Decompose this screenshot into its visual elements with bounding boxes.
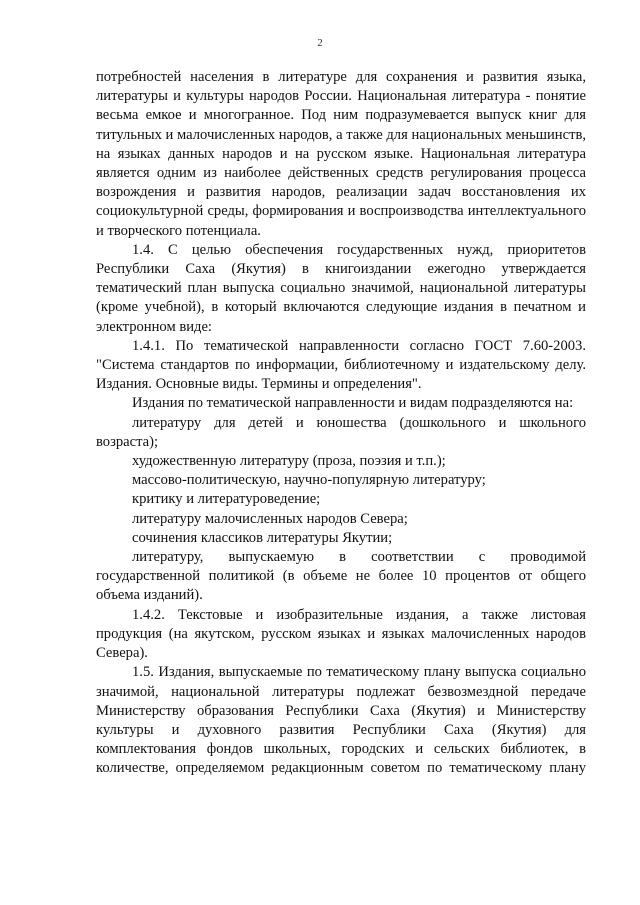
paragraph-1-5: 1.5. Издания, выпускаемые по тематическому плану выпуска социально значимой, национальной литературы подлежат безвозмездной передаче Министерству образования Республики Саха (Якутия) и Министерству культуры и духовного развития Республики Саха (Якутия) для комплектования фондов школьных, городских и сельских библиотек, в количестве, определяемом редакционным советом по тематическому плану bbox=[96, 664, 586, 777]
list-item-yakut-classics: сочинения классиков литературы Якутии; bbox=[132, 529, 393, 546]
paragraph-1-4-1: 1.4.1. По тематической направленности согласно ГОСТ 7.60-2003. "Система стандартов по информации, библиотечному и издательскому делу. Издания. Основные виды. Термины и определения". bbox=[96, 337, 586, 393]
list-item-children-literature: литературу для детей и юношества (дошкольного и школьного возраста); bbox=[96, 414, 586, 450]
paragraph-editions-intro: Издания по тематической направленности и видам подразделяются на: bbox=[132, 395, 574, 412]
paragraph-1-4: 1.4. С целью обеспечения государственных нужд, приоритетов Республики Саха (Якутия) в книгоиздании ежегодно утверждается тематический план выпуска социально значимой, национальной литературы (кроме учебной), в который включаются следующие издания в печатном и электронном виде: bbox=[96, 241, 586, 335]
page-number: 2 bbox=[317, 37, 323, 49]
list-item-fiction: художественную литературу (проза, поэзия и т.п.); bbox=[132, 453, 446, 470]
list-item-mass-political: массово-политическую, научно-популярную литературу; bbox=[132, 472, 486, 489]
document-body bbox=[96, 68, 586, 779]
list-item-north-peoples: литературу малочисленных народов Севера; bbox=[132, 510, 408, 527]
paragraph-1-4-2: 1.4.2. Текстовые и изобразительные издания, а также листовая продукция (на якутском, русском языках и языках малочисленных народов Севера). bbox=[96, 606, 586, 662]
list-item-state-policy: литературу, выпускаемую в соответствии с проводимой государственной политикой (в объеме не более 10 процентов от общего объема изданий). bbox=[96, 549, 586, 604]
paragraph-national-literature: потребностей населения в литературе для сохранения и развития языка, литературы и культуры народов России. Национальная литература - понятие весьма емкое и многогранное. Под ним подразумевается выпуск книг для титульных и малочисленных народов, а также для национальных меньшинств, на языках данных народов и на русском языке. Национальная литература является одним из наиболее действенных средств регулирования процесса возрождения и развития народов, реализации задач восстановления их социокультурной среды, формирования и воспроизводства интеллектуального и творческого потенциала. bbox=[96, 69, 586, 239]
list-item-criticism: критику и литературоведение; bbox=[132, 491, 321, 508]
